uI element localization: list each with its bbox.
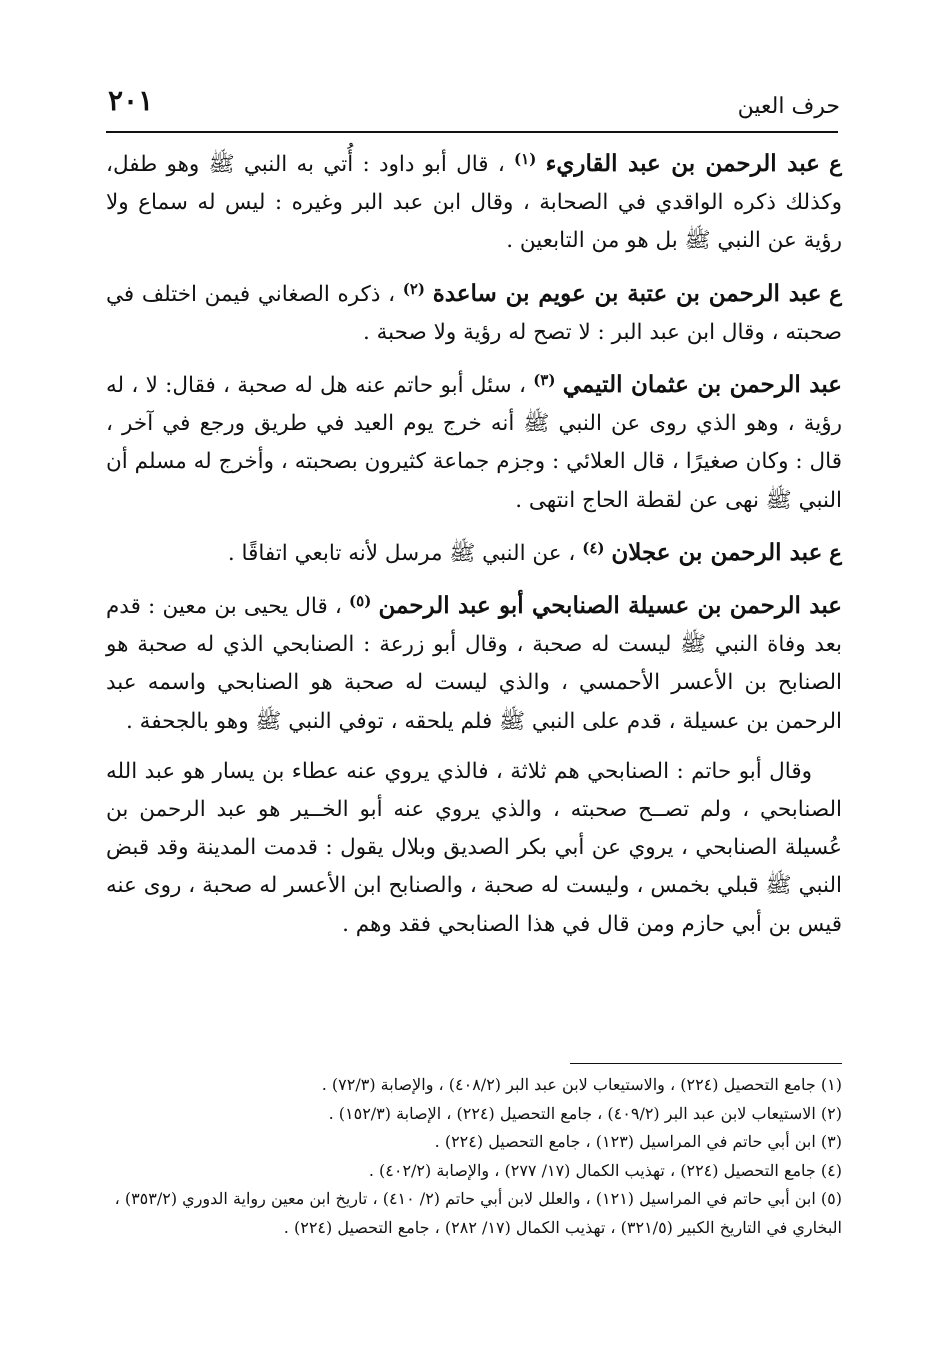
header-rule <box>106 131 838 133</box>
entry-text: ، سئل أبو حاتم عنه هل له صحبة ، فقال: لا ، له رؤية ، وهو الذي روى عن النبي ﷺ أنه خرج يوم العيد في طريق ورجع في آخر ، قال : وكان صغيرًا ، قال العلائي : وجزم جماعة كثيرون بصحبته ، وأخرج له مسلم أن النبي ﷺ نهى عن لقطة الحاج انتهى . <box>106 373 842 513</box>
page-number: ٢٠١ <box>108 84 154 117</box>
footnote-number: (٣) <box>820 1132 842 1151</box>
footnote-5 <box>106 1185 842 1242</box>
footnote-text: جامع التحصيل (٢٢٤) ، والاستيعاب لابن عبد البر (٤٠٨/٢) ، والإصابة (٧٢/٣) . <box>321 1075 816 1094</box>
entry-abd-al-rahman-al-sunabihi <box>106 582 842 741</box>
footnote-ref: (٤) <box>582 538 605 557</box>
entry-sigil: ع <box>829 281 842 307</box>
entry-name: عبد الرحمن بن عتبة بن عويم بن ساعدة <box>432 279 822 307</box>
footnote-4 <box>106 1157 842 1186</box>
entry-abd-al-rahman-ibn-utba <box>106 270 842 352</box>
continuation-paragraph: وقال أبو حاتم : الصنابحي هم ثلاثة ، فالذي يروي عنه عطاء بن يسار هو عبد الله الصنابحي ، ولم تصــح صحبته ، والذي يروي عنه أبو الخــير هو عبد الرحمن بن عُسيلة الصنابحي ، يروي عن أبي بكر الصديق وبلال يقول : قدمت المدينة وقد قبض النبي ﷺ قبلي بخمس ، وليست له صحبة ، والصنابح ابن الأعسر له صحبة ، روى عنه قيس بن أبي حازم ومن قال في هذا الصنابحي فقد وهم . <box>106 758 842 937</box>
footnote-3 <box>106 1128 842 1157</box>
footnote-ref: (٥) <box>349 592 372 611</box>
page-header <box>100 80 840 124</box>
footnote-1 <box>106 1071 842 1100</box>
footnote-number: (٢) <box>820 1103 842 1123</box>
footnote-ref: (٣) <box>533 371 556 390</box>
entry-sigil: ع <box>829 540 842 566</box>
footnote-ref: (١) <box>514 150 537 168</box>
footnote-number: (٤) <box>820 1160 842 1180</box>
entry-text: ، قال يحيى بن معين : قدم بعد وفاة النبي ﷺ ليست له صحبة ، وقال أبو زرعة : الصنابحي الذي له صحبة هو الصنابح بن الأعسر الأحمسي ، والذي ليست له صحبة هو الصنابحي واسمه عبد الرحمن بن عسيلة ، قدم على النبي ﷺ فلم يلحقه ، توفي النبي ﷺ وهو بالجحفة . <box>106 594 842 734</box>
main-text <box>106 140 842 944</box>
entry-text: ، عن النبي ﷺ مرسل لأنه تابعي اتفاقًا . <box>227 540 576 566</box>
entry-text: ، ذكره الصغاني فيمن اختلف في صحبته ، وقال ابن عبد البر : لا تصح له رؤية ولا صحبة . <box>106 281 842 345</box>
footnote-2 <box>106 1100 842 1129</box>
footnote-number: (٥) <box>820 1189 842 1208</box>
entry-sigil: ع <box>829 152 842 177</box>
footnote-rule <box>570 1063 842 1064</box>
entry-text: ، قال أبو داود : أُتي به النبي ﷺ وهو طفل، وكذلك ذكره الواقدي في الصحابة ، وقال ابن عبد البر وغيره : ليس له سماع ولا رؤية عن النبي ﷺ بل هو من التابعين . <box>106 152 842 254</box>
entry-abd-al-rahman-al-qari <box>106 140 842 261</box>
footnote-text: الاستيعاب لابن عبد البر (٤٠٩/٢) ، جامع التحصيل (٢٢٤) ، الإصابة (١٥٢/٣) . <box>328 1103 816 1123</box>
footnote-number: (١) <box>820 1075 842 1094</box>
footnote-text: ابن أبي حاتم في المراسيل (١٢٣) ، جامع التحصيل (٢٢٤) . <box>434 1132 816 1151</box>
running-title: حرف العين <box>737 94 840 119</box>
entry-abd-al-rahman-ibn-ajlan <box>106 529 842 573</box>
footnotes <box>106 1071 842 1242</box>
footnote-text: جامع التحصيل (٢٢٤) ، تهذيب الكمال (١٧/ ٢٧٧) ، والإصابة (٤٠٢/٢) . <box>368 1160 816 1180</box>
entry-name: عبد الرحمن بن عسيلة الصنابحي أبو عبد الرحمن <box>378 592 842 620</box>
entry-abd-al-rahman-al-taymi <box>106 361 842 520</box>
entry-name: عبد الرحمن بن عجلان <box>611 538 823 566</box>
footnote-ref: (٢) <box>402 279 426 298</box>
footnote-text: ابن أبي حاتم في المراسيل (١٢١) ، والعلل لابن أبي حاتم (٢/ ٤١٠) ، تاريخ ابن معين رواية الدوري (٣٥٣/٢) ، البخاري في التاريخ الكبير (٣٢١/٥) ، تهذيب الكمال (١٧/ ٢٨٢) ، جامع التحصيل (٢٢٤) . <box>114 1189 842 1237</box>
entry-name: عبد الرحمن بن عبد القاريء <box>545 150 820 177</box>
entry-name: عبد الرحمن بن عثمان التيمي <box>562 371 842 399</box>
